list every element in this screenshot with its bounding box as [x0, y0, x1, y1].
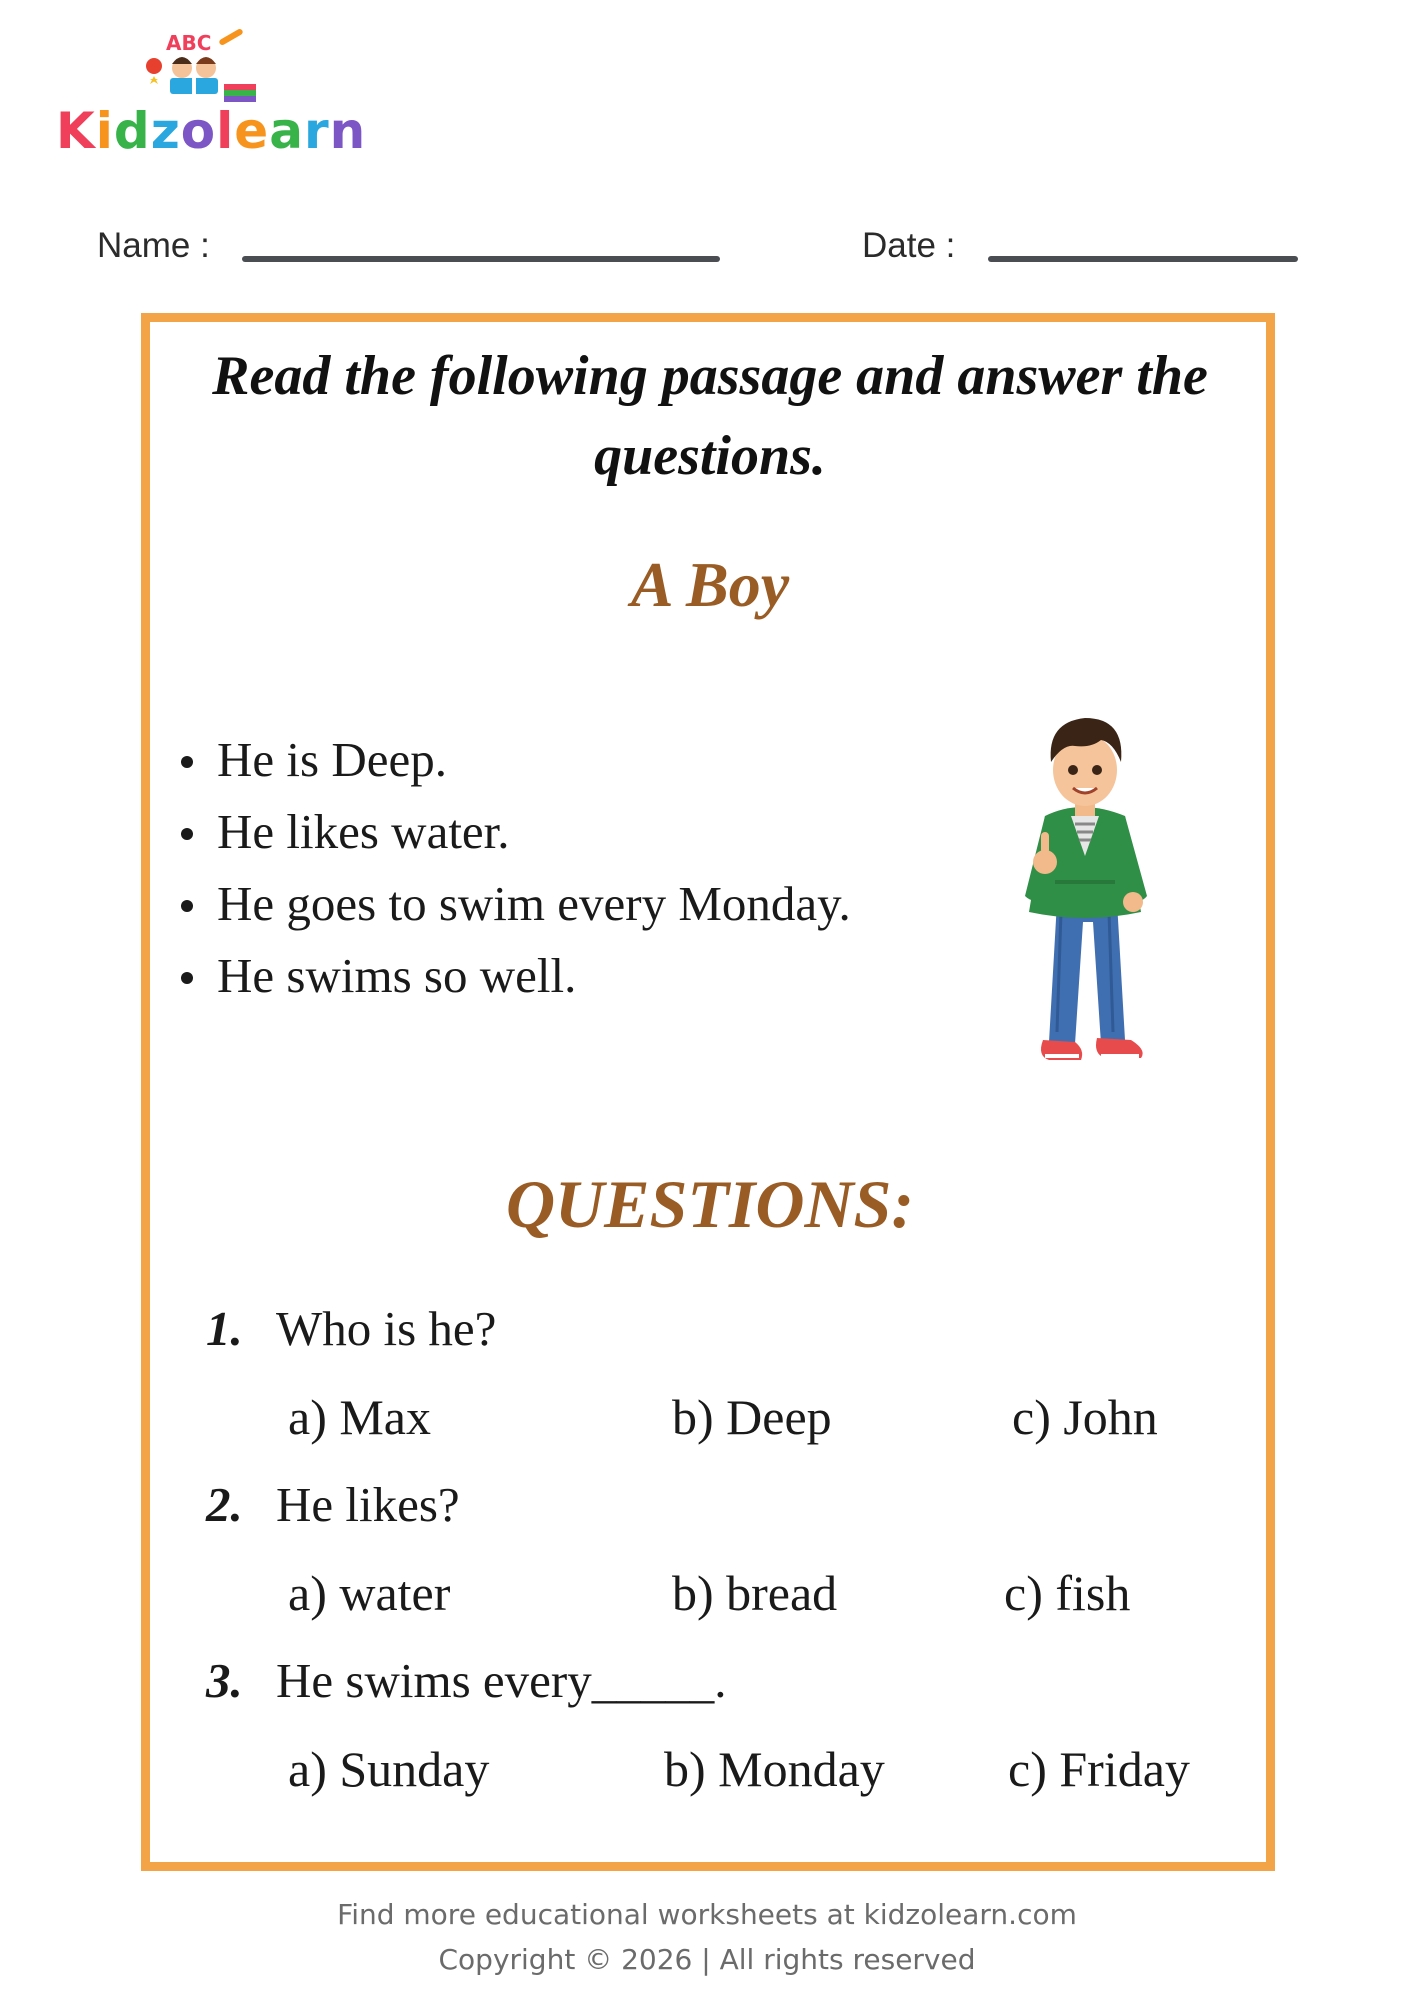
bullet-icon — [181, 900, 193, 912]
footer-copyright: Copyright © 2026 | All rights reserved — [438, 1943, 976, 1976]
name-input-line[interactable] — [242, 256, 720, 262]
logo-letter: a — [269, 102, 304, 160]
question-number: 2. — [206, 1477, 243, 1532]
logo-letter: K — [56, 102, 96, 160]
instruction-heading: Read the following passage and answer the questions. — [212, 345, 1208, 487]
logo-letter: r — [303, 102, 330, 160]
option-2c[interactable]: c) fish — [1004, 1565, 1131, 1621]
option-2a[interactable]: a) water — [288, 1565, 451, 1621]
option-1c[interactable]: c) John — [1012, 1389, 1158, 1445]
story-sentences — [175, 724, 851, 1012]
list-item: He swims so well. — [175, 940, 851, 1012]
logo-letter: e — [234, 102, 270, 160]
question-text: Who is he? — [276, 1301, 497, 1356]
list-item: He is Deep. — [175, 724, 851, 796]
option-2b[interactable]: b) bread — [672, 1565, 838, 1621]
logo-letter: z — [150, 102, 181, 160]
option-3c[interactable]: c) Friday — [1008, 1741, 1190, 1797]
option-1b[interactable]: b) Deep — [672, 1389, 832, 1445]
badge-text: ABC — [166, 31, 212, 55]
list-item: He likes water. — [175, 796, 851, 868]
question-2 — [206, 1476, 460, 1533]
logo-letter: i — [95, 102, 114, 160]
question-1 — [206, 1300, 496, 1357]
logo-letter: l — [216, 102, 235, 160]
kidzolearn-logo — [52, 28, 367, 168]
question-3 — [206, 1652, 726, 1709]
date-input-line[interactable] — [988, 256, 1298, 262]
bullet-icon — [181, 972, 193, 984]
question-number: 3. — [206, 1653, 243, 1708]
option-3a[interactable]: a) Sunday — [288, 1741, 490, 1797]
logo-letter: n — [329, 102, 367, 160]
option-1a[interactable]: a) Max — [288, 1389, 431, 1445]
logo-letter: d — [113, 102, 151, 160]
story-title: A Boy — [630, 549, 790, 620]
worksheet-frame — [141, 313, 1275, 1871]
name-label: Name : — [97, 226, 210, 265]
date-label: Date : — [862, 226, 956, 265]
bullet-icon — [181, 756, 193, 768]
question-number: 1. — [206, 1301, 243, 1356]
bullet-icon — [181, 828, 193, 840]
logo-wordmark — [56, 102, 366, 160]
question-text: He swims every_____. — [276, 1653, 727, 1708]
questions-heading: QUESTIONS: — [505, 1166, 915, 1242]
list-item: He goes to swim every Monday. — [175, 868, 851, 940]
boy-thumbs-up-illustration — [1005, 712, 1165, 1072]
option-3b[interactable]: b) Monday — [664, 1741, 885, 1797]
question-text: He likes? — [276, 1477, 460, 1532]
footer-website-text: Find more educational worksheets at kidzolearn.com — [337, 1898, 1077, 1931]
logo-letter: o — [180, 102, 217, 160]
kids-reading-icon — [144, 28, 274, 108]
